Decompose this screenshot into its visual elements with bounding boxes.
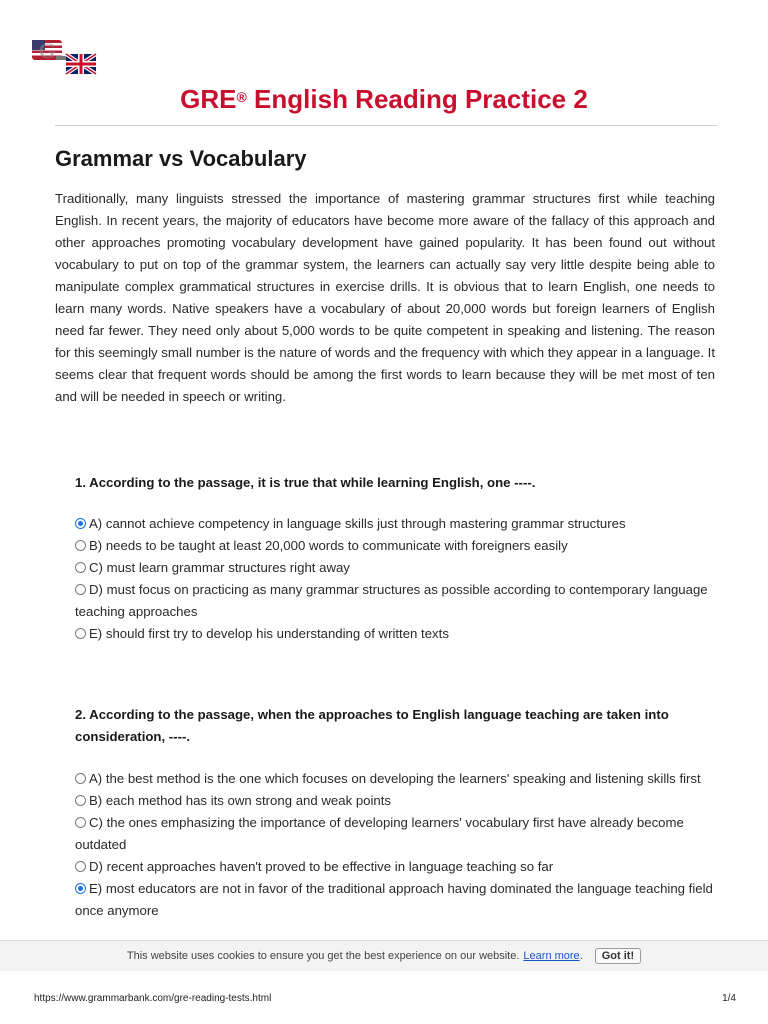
cookie-separator: . — [579, 950, 583, 962]
question-1-option-d[interactable]: D) must focus on practicing as many grammar structures as possible according to contemporary language teaching approaches — [75, 582, 708, 619]
got-it-button[interactable]: Got it! — [595, 948, 641, 964]
grammarbank-logo-icon — [28, 36, 102, 78]
question-text: 1. According to the passage, it is true that while learning English, one ----. — [75, 475, 536, 490]
question-1-option-e[interactable]: E) should first try to develop his understanding of written texts — [75, 623, 725, 645]
radio-icon[interactable] — [75, 861, 86, 872]
radio-icon[interactable] — [75, 817, 86, 828]
question-2 — [75, 704, 725, 922]
question-1-option-b[interactable]: B) needs to be taught at least 20,000 words to communicate with foreigners easily — [75, 535, 725, 557]
radio-icon[interactable] — [75, 773, 86, 784]
question-text: 2. According to the passage, when the approaches to English language teaching are taken into consideration, ----. — [75, 707, 669, 744]
radio-icon[interactable] — [75, 562, 86, 573]
question-2-option-b[interactable]: B) each method has its own strong and weak points — [75, 790, 725, 812]
svg-text:G: G — [38, 38, 56, 63]
cookie-banner — [0, 940, 768, 971]
question-2-option-e[interactable]: E) most educators are not in favor of the traditional approach having dominated the language teaching field once anymore — [75, 881, 713, 918]
title-divider — [55, 125, 717, 126]
radio-selected-icon[interactable] — [75, 518, 86, 529]
question-1-option-c[interactable]: C) must learn grammar structures right away — [75, 557, 725, 579]
question-1-option-a[interactable]: A) cannot achieve competency in language skills just through mastering grammar structures — [75, 513, 725, 535]
question-2-option-d[interactable]: D) recent approaches haven't proved to be effective in language teaching so far — [75, 856, 725, 878]
cookie-message: This website uses cookies to ensure you get the best experience on our website. — [126, 950, 520, 962]
question-1 — [75, 472, 725, 645]
page-number: 1/4 — [722, 993, 736, 1004]
footer-url: https://www.grammarbank.com/gre-reading-tests.html — [34, 993, 272, 1004]
radio-selected-icon[interactable] — [75, 883, 86, 894]
learn-more-link[interactable]: Learn more — [523, 950, 580, 962]
radio-icon[interactable] — [75, 628, 86, 639]
question-2-option-a[interactable]: A) the best method is the one which focuses on developing the learners' speaking and listening skills first — [75, 768, 725, 790]
radio-icon[interactable] — [75, 540, 86, 551]
radio-icon[interactable] — [75, 795, 86, 806]
page-title: GRE® English Reading Practice 2 — [180, 84, 588, 114]
question-2-option-c[interactable]: C) the ones emphasizing the importance of developing learners' vocabulary first have already become outdated — [75, 815, 684, 852]
reading-passage: Traditionally, many linguists stressed the importance of mastering grammar structures first while teaching English. In recent years, the majority of educators have become more aware of the fallacy of this approach and other approaches promoting vocabulary development have gained popularity. It has been found out without vocabulary to put on top of the grammar system, the learners can actually say very little despite being able to manipulate complex grammatical structures in exercise drills. It is obvious that to learn English, one needs to learn many words. Native speakers have a vocabulary of about 20,000 words but foreign learners of English need far fewer. They need only about 5,000 words to be quite competent in speaking and listening. The reason for this seemingly small number is the nature of words and the frequency with which they appear in a language. It seems clear that frequent words should be among the first words to learn because they will be met most of ten and will be needed in speech or writing. — [55, 191, 715, 404]
radio-icon[interactable] — [75, 584, 86, 595]
article-heading: Grammar vs Vocabulary — [55, 146, 307, 171]
